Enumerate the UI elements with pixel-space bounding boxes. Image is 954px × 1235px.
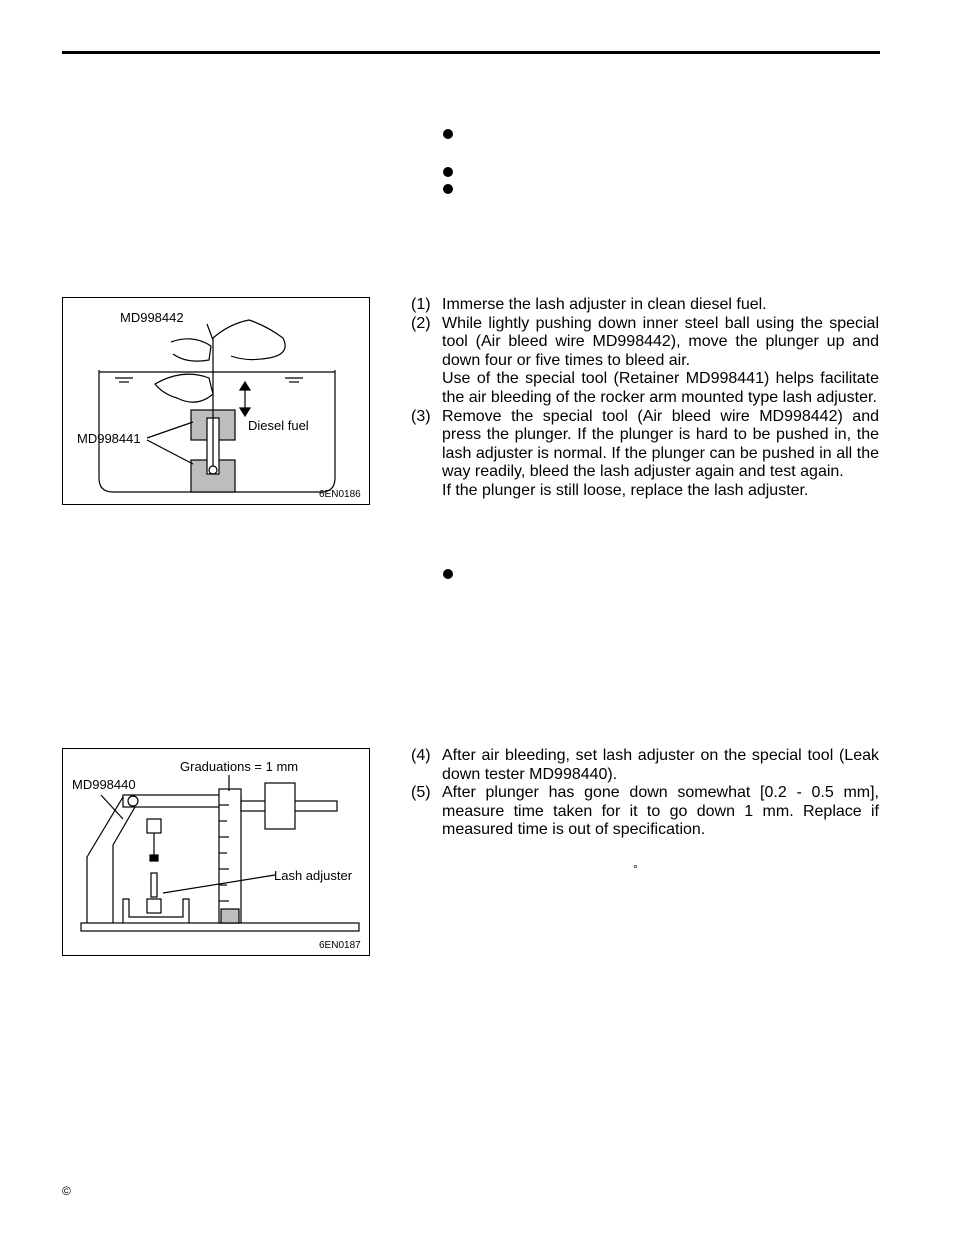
step-text: Immerse the lash adjuster in clean diesel fuel.	[442, 296, 767, 313]
figure-code: 6EN0187	[319, 940, 361, 951]
step-text: If the plunger is still loose, replace the lash adjuster.	[442, 481, 809, 499]
procedure-step	[411, 784, 879, 840]
label-air-bleed-wire: MD998442	[120, 310, 184, 325]
figure-air-bleeding	[62, 297, 370, 505]
step-number: (2)	[411, 314, 431, 332]
figure-code: 6EN0186	[319, 489, 361, 500]
step-number: (4)	[411, 747, 431, 764]
procedure-step	[411, 315, 879, 408]
label-leak-down-tester: MD998440	[72, 777, 136, 792]
step-number: (1)	[411, 296, 431, 313]
figure-leak-down-tester	[62, 748, 370, 956]
label-graduations: Graduations = 1 mm	[180, 759, 299, 774]
step-number: (5)	[411, 784, 431, 802]
copyright-symbol: ©	[62, 1184, 71, 1198]
label-retainer: MD998441	[77, 431, 141, 446]
procedure-steps-air-bleeding	[411, 296, 879, 501]
bullet-marker	[443, 184, 453, 194]
procedure-step	[411, 408, 879, 501]
bullet-marker	[443, 569, 453, 579]
step-text: Use of the special tool (Retainer MD998441) helps facilitate the air bleeding of the rocker arm mounted type lash adjuster.	[442, 370, 879, 406]
step-number: (3)	[411, 407, 431, 425]
header-rule	[62, 51, 880, 54]
label-diesel-fuel: Diesel fuel	[248, 418, 309, 433]
label-lash-adjuster: Lash adjuster	[274, 868, 353, 883]
procedure-step	[411, 296, 879, 315]
degree-mark: °	[633, 862, 638, 876]
step-text: While lightly pushing down inner steel ball using the special tool (Air bleed wire MD998442), move the plunger up and down four or five times to bleed air.	[442, 314, 879, 369]
bullet-marker	[443, 129, 453, 139]
step-text: After air bleeding, set lash adjuster on the special tool (Leak down tester MD998440).	[442, 747, 879, 783]
illustration-air-bleeding	[63, 298, 369, 504]
procedure-steps-leak-down	[411, 747, 879, 840]
step-text: After plunger has gone down somewhat [0.2 - 0.5 mm], measure time taken for it to go down 1 mm. Replace if measured time is out of specification.	[442, 784, 879, 839]
step-text: Remove the special tool (Air bleed wire MD998442) and press the plunger. If the plunger is hard to be pushed in, the lash adjuster is normal. If the plunger can be pushed in all the way readily, bleed the lash adjuster again and test again.	[442, 407, 879, 481]
procedure-step	[411, 747, 879, 784]
bullet-marker	[443, 167, 453, 177]
